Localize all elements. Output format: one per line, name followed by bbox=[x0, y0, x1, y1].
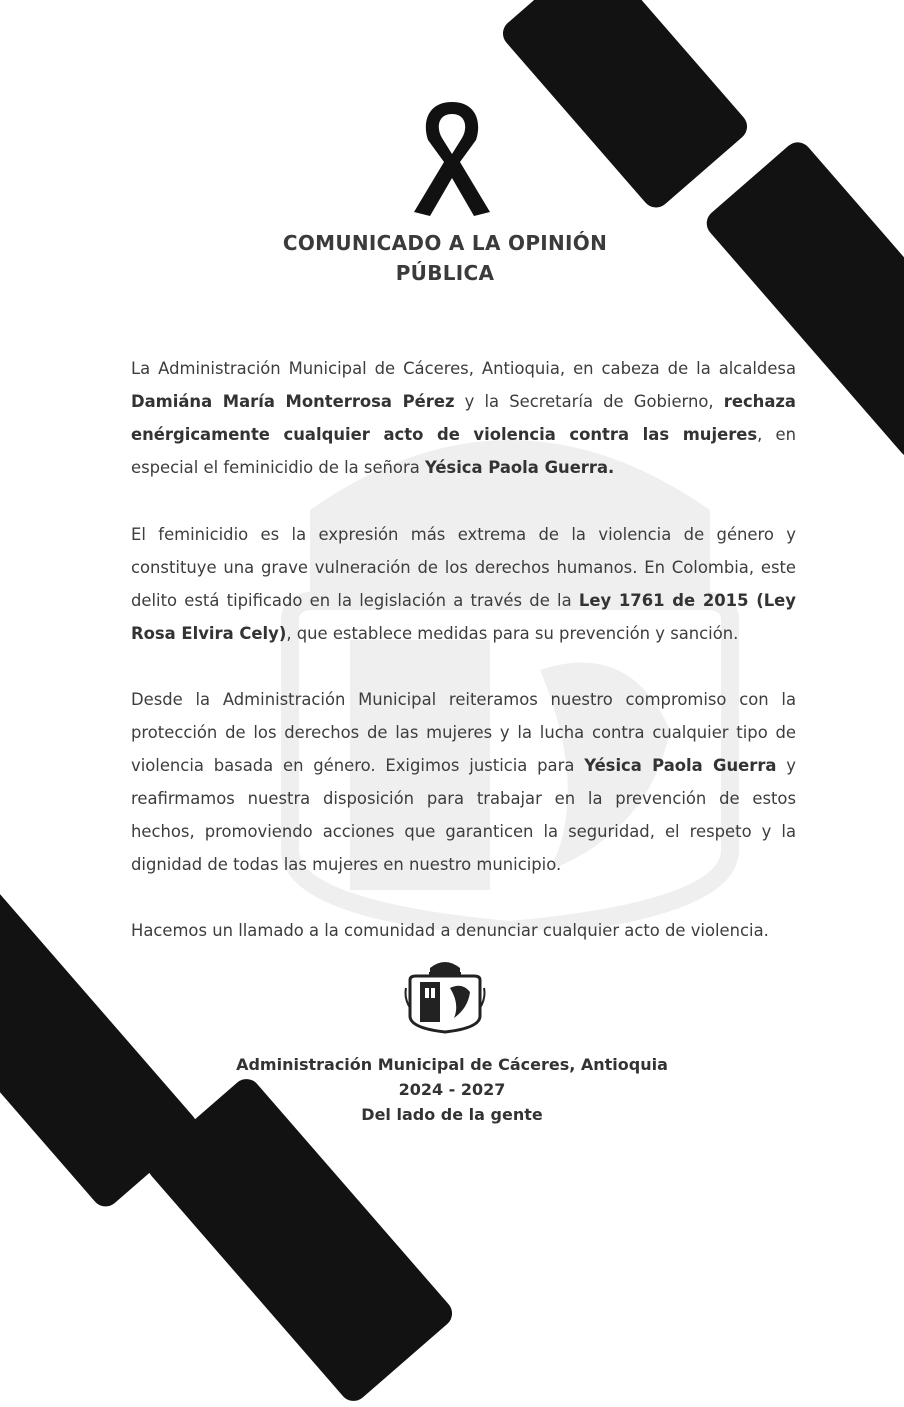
corner-band-top-right-upper bbox=[497, 0, 753, 213]
paragraph2-text-2: , que establece medidas para su prevención y sanción. bbox=[286, 624, 739, 643]
title-line-2: PÚBLICA bbox=[395, 261, 495, 285]
paragraph-law bbox=[131, 518, 796, 650]
paragraph-statement bbox=[131, 352, 796, 484]
footer-period: 2024 - 2027 bbox=[398, 1080, 506, 1099]
page-title bbox=[180, 228, 710, 288]
paragraph1-text-1: La Administración Municipal de Cáceres, Antioquia, en cabeza de la alcaldesa bbox=[131, 359, 796, 378]
paragraph3-text-2: y reafirmamos nuestra disposición para trabajar en la prevención de estos hechos, promoviendo acciones que garanticen la seguridad, el respeto y la dignidad de todas las mujeres en nuestro municipio. bbox=[131, 756, 796, 874]
law-reference: Ley 1761 de 2015 (Ley Rosa Elvira Cely) bbox=[131, 591, 796, 643]
paragraph3-text-1: Desde la Administración Municipal reiteramos nuestro compromiso con la protección de los derechos de las mujeres y la lucha contra cualquier tipo de violencia basada en género. Exigimos justicia para bbox=[131, 690, 796, 775]
paragraph-call-to-action: Hacemos un llamado a la comunidad a denunciar cualquier acto de violencia. bbox=[131, 921, 769, 940]
victim-name: Yésica Paola Guerra. bbox=[424, 458, 615, 477]
paragraph-commitment bbox=[131, 683, 796, 881]
rejection-statement: rechaza enérgicamente cualquier acto de violencia contra las mujeres bbox=[131, 392, 796, 444]
footer-signature bbox=[200, 1052, 704, 1127]
footer-slogan: Del lado de la gente bbox=[361, 1105, 543, 1124]
paragraph1-text-3: , en especial el feminicidio de la señora bbox=[131, 425, 796, 477]
municipal-crest-icon bbox=[404, 958, 486, 1034]
footer-administration: Administración Municipal de Cáceres, Antioquia bbox=[236, 1055, 668, 1074]
mourning-ribbon-icon bbox=[408, 100, 496, 218]
paragraph1-text-2: y la Secretaría de Gobierno, bbox=[454, 392, 724, 411]
paragraph2-text-1: El feminicidio es la expresión más extrema de la violencia de género y constituye una grave vulneración de los derechos humanos. En Colombia, este delito está tipificado en la legislación a través de la bbox=[131, 525, 796, 610]
victim-name-2: Yésica Paola Guerra bbox=[584, 756, 777, 775]
mayor-name: Damiána María Monterrosa Pérez bbox=[131, 392, 455, 411]
title-line-1: COMUNICADO A LA OPINIÓN bbox=[282, 231, 608, 255]
